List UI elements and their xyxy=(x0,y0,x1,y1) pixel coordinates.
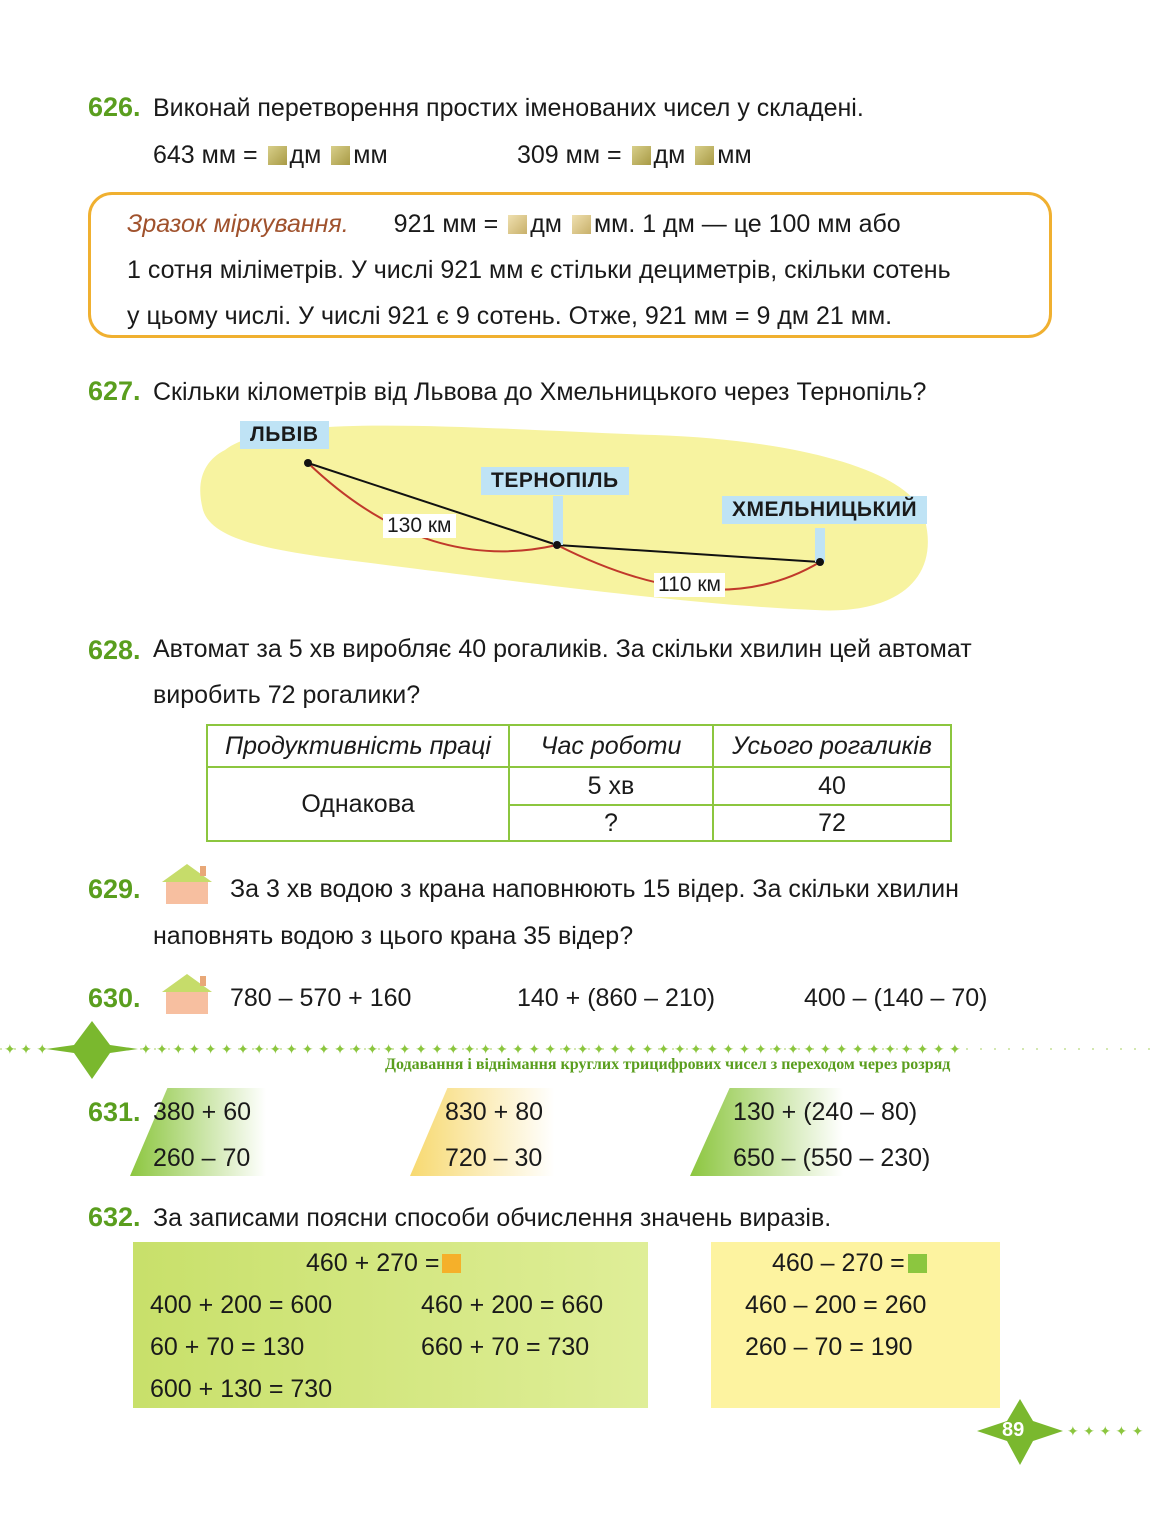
blank-square-icon xyxy=(632,146,651,165)
task-627-text: Скільки кілометрів від Львова до Хмельницького через Тернопіль? xyxy=(153,378,927,406)
sample-line-2: 1 сотня міліметрів. У числі 921 мм є стільки дециметрів, скільки сотень xyxy=(127,256,951,284)
expression: 780 – 570 + 160 xyxy=(230,984,412,1012)
section-divider xyxy=(0,1015,1162,1085)
task-626-example-1: 643 мм = дм мм xyxy=(153,141,388,169)
city-point xyxy=(553,541,561,549)
label-stem xyxy=(553,496,563,545)
blank-square-icon xyxy=(331,146,350,165)
distance-label-1: 130 км xyxy=(383,514,456,538)
city-label-khmelnytskyi: ХМЕЛЬНИЦЬКИЙ xyxy=(722,496,927,524)
task-629-text-2: наповнять водою з цього крана 35 відер? xyxy=(153,922,634,950)
task-number-628: 628. xyxy=(88,635,141,665)
calc-line: 400 + 200 = 600 xyxy=(150,1291,333,1319)
addition-head: 460 + 270 = xyxy=(306,1248,464,1278)
task-628-text-1: Автомат за 5 хв виробляє 40 рогаликів. За скільки хвилин цей автомат xyxy=(153,635,972,663)
calc-line: 260 – 70 = 190 xyxy=(745,1333,913,1361)
task-number-630: 630. xyxy=(88,983,141,1013)
svg-text:✦ ✦ ✦ ✦ ✦: ✦ ✦ ✦ ✦ ✦ xyxy=(1067,1424,1144,1440)
expression: 260 – 70 xyxy=(153,1144,251,1172)
table-cell: 40 xyxy=(713,767,951,805)
sample-reasoning-box xyxy=(88,192,1052,338)
label-stem xyxy=(815,528,825,562)
svg-text:✦ ✦ ✦: ✦ ✦ ✦ xyxy=(4,1042,49,1058)
expression: 830 + 80 xyxy=(445,1098,544,1126)
blank-square-icon xyxy=(442,1254,461,1273)
calc-line: 460 – 200 = 260 xyxy=(745,1291,927,1319)
expression: 130 + (240 – 80) xyxy=(733,1098,918,1126)
task-632-text: За записами поясни способи обчислення значень виразів. xyxy=(153,1204,832,1232)
city-label-lviv: ЛЬВІВ xyxy=(240,421,329,449)
expression: 400 – (140 – 70) xyxy=(804,984,988,1012)
table-header: Продуктивність праці xyxy=(207,725,509,767)
city-point xyxy=(304,459,312,467)
house-icon xyxy=(160,972,214,1016)
expression: 650 – (550 – 230) xyxy=(733,1144,931,1172)
section-title: Додавання і віднімання круглих трицифрових чисел з переходом через розряд xyxy=(385,1056,951,1073)
blank-square-icon xyxy=(268,146,287,165)
expression: 380 + 60 xyxy=(153,1098,252,1126)
task-number-627: 627. xyxy=(88,376,141,406)
city-point xyxy=(816,558,824,566)
task-628-text-2: виробить 72 рогалики? xyxy=(153,681,421,709)
house-icon xyxy=(160,862,214,906)
distance-label-2: 110 км xyxy=(654,573,725,597)
calc-line: 60 + 70 = 130 xyxy=(150,1333,305,1361)
svg-text:✦ ✦ ✦ ✦ ✦ ✦ ✦ ✦ ✦ ✦ ✦ ✦ ✦ ✦ ✦: ✦ ✦ ✦ ✦ ✦ ✦ ✦ ✦ ✦ ✦ ✦ ✦ ✦ ✦ ✦ ✦ ✦ ✦ ✦ ✦ ✦ ✦ ✦ ✦ ✦ ✦ ✦ ✦ ✦ ✦ ✦ ✦ ✦ ✦ ✦ ✦ ✦ ✦ ✦ ✦ ✦ ✦ ✦ ✦ ✦ ✦ ✦ ✦ ✦ ✦ ✦ xyxy=(140,1042,961,1058)
expression: 140 + (860 – 210) xyxy=(517,984,716,1012)
task-number-626: 626. xyxy=(88,92,141,122)
blank-square-icon xyxy=(508,215,527,234)
calc-line: 600 + 130 = 730 xyxy=(150,1375,333,1403)
sample-label: Зразок міркування. xyxy=(127,210,349,238)
calc-line: 660 + 70 = 730 xyxy=(421,1333,590,1361)
star-ornament-icon xyxy=(46,1021,138,1079)
subtraction-head: 460 – 270 = xyxy=(772,1248,930,1278)
table-header: Усього рогаликів xyxy=(713,725,951,767)
task-626-example-2: 309 мм = дм мм xyxy=(517,141,752,169)
task-626-text: Виконай перетворення простих іменованих чисел у складені. xyxy=(153,94,864,122)
table-cell: 5 хв xyxy=(509,767,713,805)
task-number-631: 631. xyxy=(88,1097,141,1127)
blank-square-icon xyxy=(572,215,591,234)
blank-square-icon xyxy=(908,1254,927,1273)
table-cell: ? xyxy=(509,805,713,841)
calc-line: 460 + 200 = 660 xyxy=(421,1291,604,1319)
table-cell: 72 xyxy=(713,805,951,841)
table-cell: Однакова xyxy=(207,767,509,841)
page-number: 89 xyxy=(1002,1419,1025,1441)
task-number-629: 629. xyxy=(88,874,141,904)
task-629-text-1: За 3 хв водою з крана наповнюють 15 відер. За скільки хвилин xyxy=(230,875,959,903)
blank-square-icon xyxy=(695,146,714,165)
city-label-ternopil: ТЕРНОПІЛЬ xyxy=(481,467,629,495)
expression: 720 – 30 xyxy=(445,1144,543,1172)
sample-line-3: у цьому числі. У числі 921 є 9 сотень. Отже, 921 мм = 9 дм 21 мм. xyxy=(127,302,893,330)
task-number-632: 632. xyxy=(88,1202,141,1232)
sample-line-1: Зразок міркування. 921 мм = дм мм. 1 дм — це 100 мм або xyxy=(127,210,901,238)
productivity-table xyxy=(206,724,952,842)
table-header: Час роботи xyxy=(509,725,713,767)
